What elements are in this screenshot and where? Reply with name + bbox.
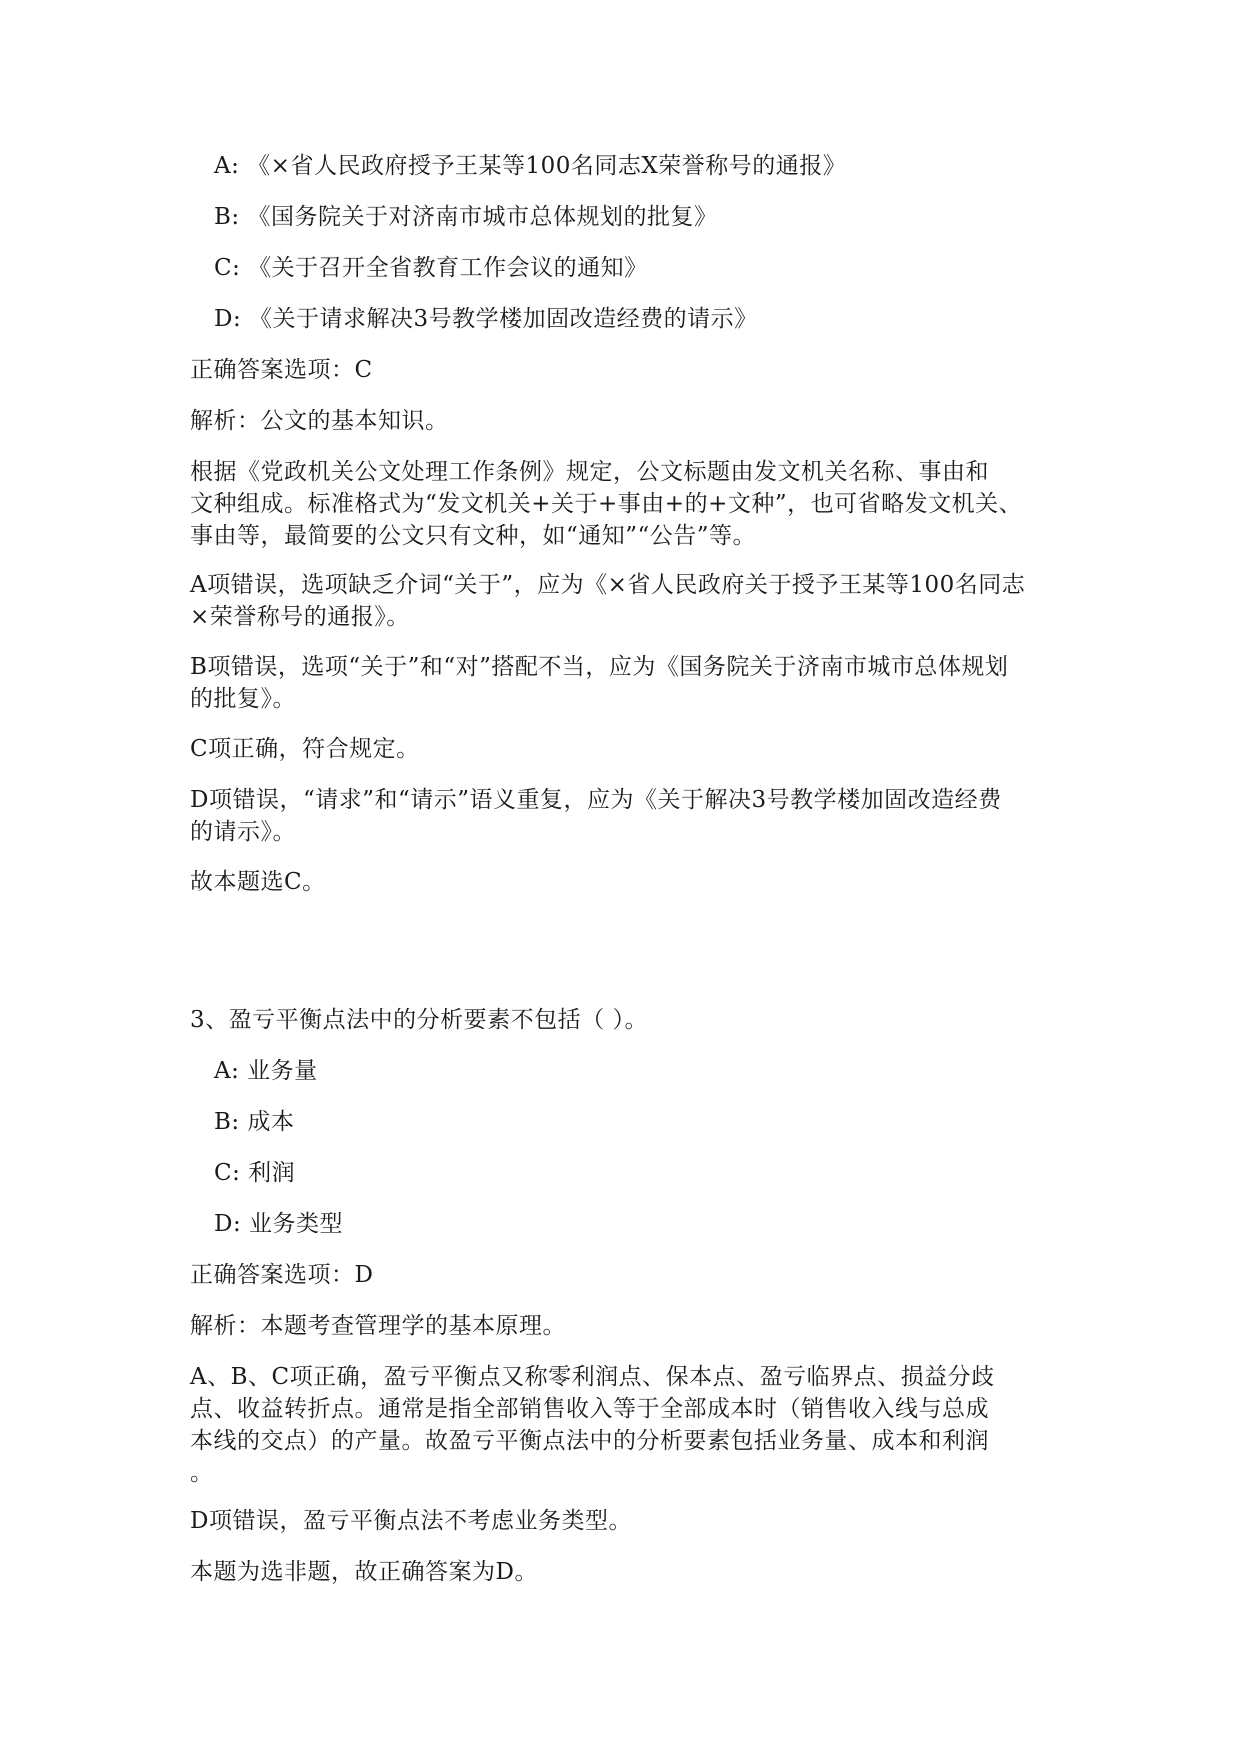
q3-option-b <box>214 1106 1084 1138</box>
option-text: 成本 <box>247 1109 295 1135</box>
option-text: 利润 <box>248 1160 296 1186</box>
paragraph-line: B项错误，选项“关于”和“对”搭配不当，应为《国务院关于济南市城市总体规划 <box>190 654 1009 680</box>
option-letter: C: <box>214 1160 241 1186</box>
paragraph-line: 本线的交点）的产量。故盈亏平衡点法中的分析要素包括业务量、成本和利润 <box>190 1428 989 1454</box>
paragraph-line: 根据《党政机关公文处理工作条例》规定，公文标题由发文机关名称、事由和 <box>190 459 989 485</box>
paragraph-line: C项正确，符合规定。 <box>190 736 420 762</box>
paragraph-line: A、B、C项正确，盈亏平衡点又称零利润点、保本点、盈亏临界点、损益分歧 <box>190 1364 995 1390</box>
q2-analysis-title: 解析：公文的基本知识。 <box>190 408 449 434</box>
option-letter: B: <box>214 204 240 230</box>
option-letter: A: <box>214 153 240 179</box>
q2-answer: 正确答案选项：C <box>190 357 373 383</box>
q2-analysis-paragraph-3 <box>190 651 1060 715</box>
q2-analysis-paragraph-1 <box>190 456 1060 552</box>
q3-analysis-title: 解析：本题考查管理学的基本原理。 <box>190 1313 566 1339</box>
q3-option-d <box>214 1208 1084 1240</box>
paragraph-line: 文种组成。标准格式为“发文机关+关于+事由+的+文种”，也可省略发文机关、 <box>190 491 1023 517</box>
paragraph-line: 故本题选C。 <box>190 869 326 895</box>
paragraph-line: 点、收益转折点。通常是指全部销售收入等于全部成本时（销售收入线与总成 <box>190 1396 989 1422</box>
q3-analysis-paragraph-2 <box>190 1505 1060 1537</box>
paragraph-line: 。 <box>190 1460 214 1486</box>
paragraph-line: D项错误，“请求”和“请示”语义重复，应为《关于解决3号教学楼加固改造经费 <box>190 787 1002 813</box>
option-text: 《关于请求解决3号教学楼加固改造经费的请示》 <box>249 306 758 332</box>
paragraph-line: D项错误，盈亏平衡点法不考虑业务类型。 <box>190 1508 632 1534</box>
q2-option-d <box>214 303 1084 335</box>
q3-stem: 3、盈亏平衡点法中的分析要素不包括（ ）。 <box>190 1007 648 1033</box>
q2-option-c <box>214 252 1084 284</box>
option-letter: D: <box>214 1211 242 1237</box>
paragraph-line: 本题为选非题，故正确答案为D。 <box>190 1559 538 1585</box>
q3-analysis-paragraph-1 <box>190 1361 1060 1489</box>
option-text: 《国务院关于对济南市城市总体规划的批复》 <box>247 204 718 230</box>
q3-answer: 正确答案选项：D <box>190 1262 374 1288</box>
q3-analysis-paragraph-3 <box>190 1556 1060 1588</box>
q3-option-c <box>214 1157 1084 1189</box>
option-text: 业务量 <box>247 1058 318 1084</box>
q2-analysis-paragraph-4 <box>190 733 1060 765</box>
option-text: 业务类型 <box>249 1211 344 1237</box>
option-letter: D: <box>214 306 242 332</box>
q2-option-b <box>214 201 1084 233</box>
option-text: 《关于召开全省教育工作会议的通知》 <box>248 255 648 281</box>
option-text: 《×省人民政府授予王某等100名同志X荣誉称号的通报》 <box>247 153 847 179</box>
q2-analysis-paragraph-6 <box>190 866 1060 898</box>
q2-analysis-paragraph-2 <box>190 569 1060 633</box>
paragraph-line: 事由等，最简要的公文只有文种，如“通知”“公告”等。 <box>190 523 757 549</box>
paragraph-line: 的请示》。 <box>190 819 296 845</box>
q2-analysis-paragraph-5 <box>190 784 1060 848</box>
option-letter: B: <box>214 1109 240 1135</box>
option-letter: C: <box>214 255 241 281</box>
q2-option-a <box>214 150 1084 182</box>
q3-option-a <box>214 1055 1084 1087</box>
option-letter: A: <box>214 1058 240 1084</box>
paragraph-line: A项错误，选项缺乏介词“关于”，应为《×省人民政府关于授予王某等100名同志 <box>190 572 1026 598</box>
paragraph-line: 的批复》。 <box>190 686 296 712</box>
paragraph-line: ×荣誉称号的通报》。 <box>190 604 410 630</box>
